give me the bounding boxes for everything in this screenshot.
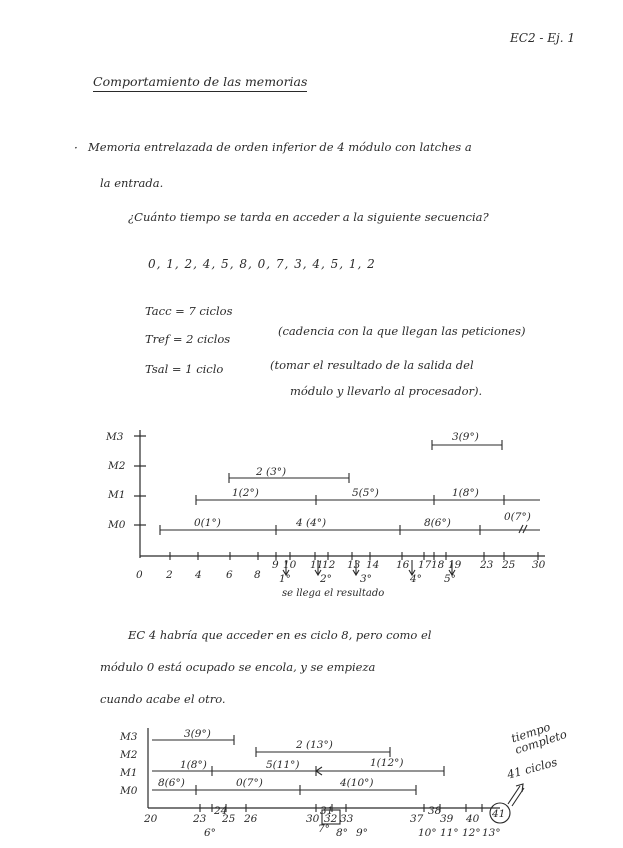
svg-text:41: 41 <box>492 808 506 820</box>
d1-module-m2: M2 <box>108 460 126 472</box>
svg-text:26: 26 <box>244 813 258 825</box>
svg-text:30: 30 <box>532 559 546 571</box>
page-title: Comportamiento de las memorias <box>93 76 307 92</box>
d1-bar-label: 0(7°) <box>504 511 531 523</box>
svg-text:23: 23 <box>480 559 494 571</box>
param-tacc: Tacc = 7 ciclos <box>145 304 233 318</box>
svg-text:30: 30 <box>306 813 320 825</box>
svg-text:33: 33 <box>340 813 354 825</box>
d1-bar-label: 1(2°) <box>232 487 259 499</box>
header-ref: EC2 - Ej. 1 <box>510 31 576 45</box>
d1-module-m1: M1 <box>108 489 126 501</box>
d1-bar-label: 0(1°) <box>194 517 221 529</box>
d1-module-m3: M3 <box>106 431 124 443</box>
svg-text:10°: 10° <box>418 827 437 839</box>
param-tref: Tref = 2 ciclos <box>145 332 231 346</box>
svg-text:32: 32 <box>324 813 338 825</box>
svg-text:39: 39 <box>440 813 454 825</box>
svg-text:7°: 7° <box>318 823 330 835</box>
param-tsal-note-2: módulo y llevarlo al procesador). <box>290 384 483 398</box>
note-line-1: EC 4 habría que acceder en es ciclo 8, pero como el <box>128 628 432 642</box>
intro-question: ¿Cuánto tiempo se tarda en acceder a la siguiente secuencia? <box>128 210 489 224</box>
svg-text:11°: 11° <box>440 827 459 839</box>
d2-module-m1: M1 <box>120 767 138 779</box>
d1-caption: se llega el resultado <box>282 588 385 599</box>
d2-bar-label: 1(8°) <box>180 759 207 771</box>
svg-text:24: 24 <box>214 805 228 817</box>
svg-text:9°: 9° <box>356 827 368 839</box>
param-tsal: Tsal = 1 ciclo <box>145 362 224 376</box>
svg-text:18: 18 <box>431 559 445 571</box>
d2-bar-label: 8(6°) <box>158 777 185 789</box>
intro-line-2: la entrada. <box>100 176 164 190</box>
d2-bar-label: 2 (13°) <box>296 739 333 751</box>
svg-text:9: 9 <box>272 559 279 571</box>
d2-bar-label: 1(12°) <box>370 757 404 769</box>
d2-bar-label: 0(7°) <box>236 777 263 789</box>
svg-text:16: 16 <box>396 559 410 571</box>
svg-text:2: 2 <box>166 569 173 581</box>
svg-text:23: 23 <box>193 813 207 825</box>
param-tsal-note-1: (tomar el resultado de la salida del <box>270 358 474 372</box>
svg-text:13: 13 <box>347 559 361 571</box>
svg-text:31: 31 <box>320 805 334 817</box>
note-line-2: módulo 0 está ocupado se encola, y se empieza <box>100 660 376 674</box>
svg-text:6: 6 <box>226 569 233 581</box>
svg-text:19: 19 <box>448 559 462 571</box>
svg-text:1°: 1° <box>279 573 291 585</box>
svg-text:10: 10 <box>283 559 297 571</box>
svg-text:25: 25 <box>222 813 236 825</box>
svg-text:8: 8 <box>254 569 261 581</box>
svg-text:5°: 5° <box>444 573 456 585</box>
param-tref-note: (cadencia con la que llegan las peticiones) <box>278 324 526 338</box>
d2-bar-label: 5(11°) <box>266 759 300 771</box>
svg-text:37: 37 <box>410 813 424 825</box>
d1-bar-label: 8(6°) <box>424 517 451 529</box>
d1-bar-label: 4 (4°) <box>296 517 327 529</box>
svg-text:12: 12 <box>322 559 336 571</box>
svg-text:4: 4 <box>195 569 202 581</box>
svg-text:8°: 8° <box>336 827 348 839</box>
svg-text:40: 40 <box>466 813 480 825</box>
total-time-cycles: 41 ciclos <box>505 754 559 782</box>
svg-text:11: 11 <box>310 559 324 571</box>
d2-module-m2: M2 <box>120 749 138 761</box>
svg-text:12°: 12° <box>462 827 481 839</box>
svg-text:4°: 4° <box>410 573 422 585</box>
svg-text:0: 0 <box>136 569 143 581</box>
d2-module-m3: M3 <box>120 731 138 743</box>
d2-module-m0: M0 <box>120 785 138 797</box>
d1-bar-label: 3(9°) <box>452 431 479 443</box>
note-line-3: cuando acabe el otro. <box>100 692 226 706</box>
d1-bar-label: 5(5°) <box>352 487 379 499</box>
d2-result-labels <box>204 823 501 839</box>
svg-text:20: 20 <box>144 813 158 825</box>
svg-text:3°: 3° <box>360 573 372 585</box>
d1-bar-label: 1(8°) <box>452 487 479 499</box>
svg-text:2°: 2° <box>320 573 332 585</box>
d1-module-m0: M0 <box>108 519 126 531</box>
svg-text:6°: 6° <box>204 827 216 839</box>
total-time-note: tiempo completo <box>509 719 569 757</box>
svg-text:17: 17 <box>418 559 432 571</box>
bullet: · <box>74 141 78 155</box>
intro-line-1: Memoria entrelazada de orden inferior de 4 módulo con latches a <box>88 140 472 154</box>
d2-bar-label: 3(9°) <box>184 728 211 740</box>
d2-bar-label: 4(10°) <box>340 777 374 789</box>
access-sequence: 0, 1, 2, 4, 5, 8, 0, 7, 3, 4, 5, 1, 2 <box>148 257 376 271</box>
d1-bar-label: 2 (3°) <box>256 466 287 478</box>
svg-text:14: 14 <box>366 559 380 571</box>
svg-text:38: 38 <box>428 805 442 817</box>
svg-text:25: 25 <box>502 559 516 571</box>
svg-text:13°: 13° <box>482 827 501 839</box>
